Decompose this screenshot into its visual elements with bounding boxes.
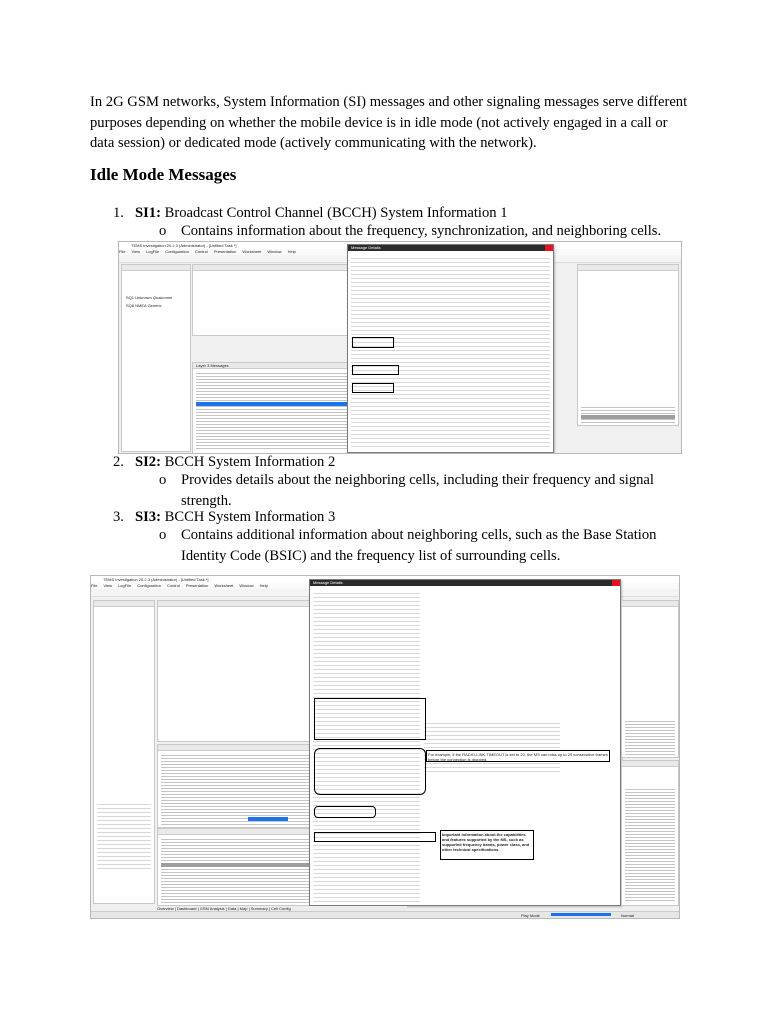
item-title: BCCH System Information 3	[160, 509, 336, 525]
layer3-pane: Layer 3 Messages	[192, 362, 362, 454]
message-details-dialog: Message Details For example, if the RADIO-LINK-TIMEOUT is set to 20, the MS can miss up to 20 consecutive frames before the connection is dropped. Important information about the capabilities and features supported by the MS, such as supported frequency bands, power class, and other technical specifications.	[309, 579, 621, 906]
worksheet-tabs[interactable]: Overview | Dashboard | GSM Analysis | Data | Map | Summary | Cell Config	[157, 906, 407, 912]
equipment-pane: SQ1 Unknown Qualcomm SQ8 NMEA Generic	[121, 264, 191, 452]
right-lower-pane	[621, 760, 679, 906]
bullet-marker: o	[159, 223, 167, 239]
status-bar: Play Mode Normal	[91, 911, 679, 918]
list-number: 1.	[113, 205, 124, 221]
screenshot-tems-si3	[90, 575, 680, 919]
list-number: 2.	[113, 454, 124, 470]
events-pane	[192, 264, 354, 336]
message-details-dialog: Message Details	[347, 244, 554, 453]
right-pane	[621, 600, 679, 758]
bullet-text: Contains information about the frequency, synchronization, and neighboring cells.	[181, 223, 662, 239]
intro-paragraph: In 2G GSM networks, System Information (SI) messages and other signaling messages serve different purposes depending on whether the mobile device is in idle mode (not actively engaged in a call or data session) or dedicated mode (actively communicating with the network).	[90, 94, 688, 151]
bullet-text: Contains additional information about neighboring cells, such as the Base Station Identity Code (BSIC) and the frequency list of surrounding cells.	[181, 527, 657, 564]
item-label: SI2:	[135, 454, 161, 470]
bullet-text: Provides details about the neighboring cells, including their frequency and signal strength.	[181, 472, 654, 509]
equipment-pane	[93, 600, 155, 904]
item-title: Broadcast Control Channel (BCCH) System Information 1	[160, 205, 508, 221]
menu-bar: File View LogFile Configuration Control Presentation Worksheet Window Help	[119, 249, 681, 255]
sub-bullet-si3	[159, 525, 689, 566]
right-pane	[577, 264, 679, 426]
sub-bullet-si2	[159, 470, 689, 511]
menu-bar: File View LogFile Configuration Control Presentation Worksheet Window Help	[91, 583, 679, 589]
bullet-marker: o	[159, 472, 167, 488]
list-number: 3.	[113, 509, 124, 525]
playback-progress	[551, 913, 611, 916]
close-icon[interactable]	[612, 580, 620, 586]
close-icon[interactable]	[545, 245, 553, 251]
bullet-marker: o	[159, 527, 167, 543]
item-label: SI1:	[135, 205, 161, 221]
window-titlebar: TEMS Investigation 20.2.3 (Administrator) - [Untitled Task *]	[119, 242, 681, 250]
screenshot-tems-si1	[118, 241, 682, 454]
window-titlebar: TEMS Investigation 20.2.3 (Administrator) - [Untitled Task *]	[91, 576, 679, 584]
callout-ms-capabilities: Important information about the capabilities and features supported by the MS, such as supported frequency bands, power class, and other technical specifications.	[440, 830, 534, 860]
item-label: SI3:	[135, 509, 161, 525]
section-heading: Idle Mode Messages	[90, 165, 237, 184]
item-title: BCCH System Information 2	[160, 454, 336, 470]
sub-bullet-si1	[159, 221, 689, 242]
callout-radio-link-timeout: For example, if the RADIO-LINK-TIMEOUT is set to 20, the MS can miss up to 20 consecutive frames before the connection is dropped.	[426, 750, 610, 762]
